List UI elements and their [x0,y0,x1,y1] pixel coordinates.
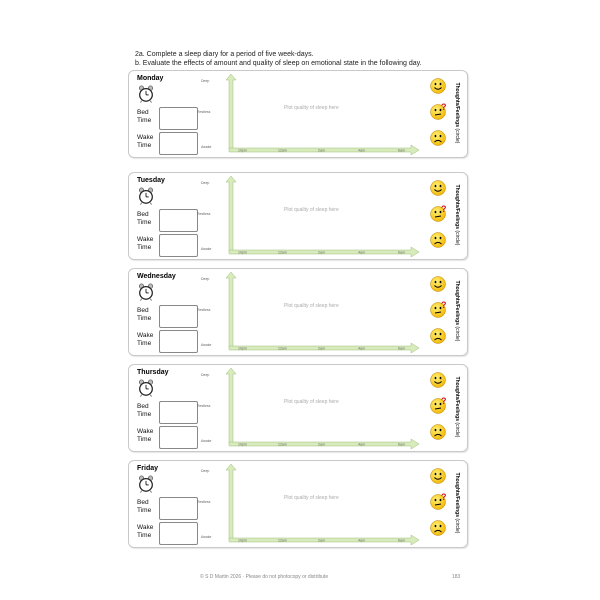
bed-time-label [137,307,161,323]
sad-face-icon[interactable] [429,129,447,151]
y-label-deep: Deep [201,373,210,377]
time-tick-label: 4am [358,346,365,351]
time-word: Time [137,532,152,539]
time-tick-label: 10pm [238,538,247,543]
bed-time-label [137,499,161,515]
plot-placeholder: Plot quality of sleep here [284,399,339,405]
y-label-deep: Deep [201,277,210,281]
time-tick-label: 2am [318,148,325,153]
y-label-awake: Awake [201,535,212,539]
alarm-clock-icon [137,187,155,205]
time-word: Time [137,340,152,347]
y-label-deep: Deep [201,79,210,83]
feelings-faces [429,371,447,445]
side-title: Thoughts/Feelings [454,184,460,230]
sleep-quality-plot[interactable] [226,365,421,451]
feelings-faces [429,179,447,253]
time-word: Time [137,315,152,322]
time-tick-label: 2am [318,538,325,543]
time-tick-label: 12am [278,250,287,255]
time-tick-label: 6am [398,538,405,543]
day-name: Monday [137,75,164,82]
wake-time-input[interactable] [159,330,198,353]
bed-time-input[interactable] [159,497,198,520]
time-tick-label: 10pm [238,346,247,351]
bed-word: Bed [137,403,149,410]
wake-word: Wake [137,428,154,435]
side-circle: (circle) [454,230,460,246]
sad-face-icon[interactable] [429,231,447,253]
time-word: Time [137,436,152,443]
y-label-deep: Deep [201,181,210,185]
feelings-faces [429,275,447,349]
y-label-awake: Awake [201,247,212,251]
instructions [135,50,422,68]
wake-time-input[interactable] [159,132,198,155]
side-title: Thoughts/Feelings [454,376,460,422]
y-label-awake: Awake [201,343,212,347]
instruction-line-b: b. Evaluate the effects of amount and quality of sleep on emotional state in the following day. [135,60,422,67]
bed-word: Bed [137,307,149,314]
happy-face-icon[interactable] [429,179,447,201]
wake-time-input[interactable] [159,522,198,545]
plot-placeholder: Plot quality of sleep here [284,207,339,213]
time-word: Time [137,117,152,124]
y-label-restless: Restless [197,308,211,312]
y-label-restless: Restless [197,110,211,114]
side-circle: (circle) [454,422,460,438]
happy-face-icon[interactable] [429,275,447,297]
confused-face-icon[interactable] [429,397,447,419]
bed-time-label [137,211,161,227]
footer-copyright: © S D Martin 2026 · Please do not photocopy or distribute [200,574,329,580]
sleep-quality-plot[interactable] [226,71,421,157]
sad-face-icon[interactable] [429,327,447,349]
y-label-restless: Restless [197,500,211,504]
plot-placeholder: Plot quality of sleep here [284,495,339,501]
svg-text:?: ? [441,397,447,406]
time-tick-label: 2am [318,442,325,447]
time-word: Time [137,219,152,226]
time-tick-label: 6am [398,250,405,255]
time-word: Time [137,142,152,149]
time-tick-label: 2am [318,346,325,351]
alarm-clock-icon [137,283,155,301]
wake-word: Wake [137,524,154,531]
svg-text:?: ? [441,205,447,214]
day-name: Wednesday [137,273,176,280]
time-word: Time [137,244,152,251]
wake-word: Wake [137,134,154,141]
time-word: Time [137,411,152,418]
day-card-thursday [128,364,468,452]
side-circle: (circle) [454,326,460,342]
svg-text:?: ? [441,103,447,112]
wake-word: Wake [137,332,154,339]
bed-word: Bed [137,211,149,218]
wake-time-label [137,524,161,540]
sleep-quality-plot[interactable] [226,173,421,259]
sad-face-icon[interactable] [429,423,447,445]
time-tick-label: 12am [278,442,287,447]
time-tick-label: 6am [398,148,405,153]
sad-face-icon[interactable] [429,519,447,541]
instruction-line-a: 2a. Complete a sleep diary for a period of five week-days. [135,51,314,58]
side-label [451,271,463,351]
y-label-restless: Restless [197,404,211,408]
side-title: Thoughts/Feelings [454,280,460,326]
wake-time-input[interactable] [159,234,198,257]
wake-time-label [137,332,161,348]
day-name: Friday [137,465,159,472]
bed-time-label [137,403,161,419]
svg-text:?: ? [441,493,447,502]
plot-placeholder: Plot quality of sleep here [284,303,339,309]
time-tick-label: 4am [358,442,365,447]
y-axis-arrow [226,176,236,251]
time-tick-label: 2am [318,250,325,255]
time-tick-label: 10pm [238,442,247,447]
y-axis-arrow [226,74,236,149]
time-tick-label: 10pm [238,148,247,153]
day-name: Thursday [137,369,169,376]
sleep-quality-plot[interactable] [226,269,421,355]
time-tick-label: 4am [358,148,365,153]
feelings-faces [429,77,447,151]
bed-time-input[interactable] [159,305,198,328]
happy-face-icon[interactable] [429,371,447,393]
time-tick-label: 12am [278,538,287,543]
confused-face-icon[interactable] [429,301,447,323]
y-label-restless: Restless [197,212,211,216]
time-tick-label: 6am [398,442,405,447]
feelings-faces [429,467,447,541]
side-title: Thoughts/Feelings [454,472,460,518]
time-tick-label: 4am [358,250,365,255]
wake-time-label [137,236,161,252]
side-label [451,175,463,255]
y-label-awake: Awake [201,439,212,443]
side-label [451,73,463,153]
day-card-tuesday [128,172,468,260]
bed-time-input[interactable] [159,401,198,424]
wake-word: Wake [137,236,154,243]
wake-time-input[interactable] [159,426,198,449]
alarm-clock-icon [137,379,155,397]
y-axis-arrow [226,272,236,347]
day-card-monday [128,70,468,158]
y-label-deep: Deep [201,469,210,473]
day-card-wednesday [128,268,468,356]
time-tick-label: 4am [358,538,365,543]
bed-word: Bed [137,109,149,116]
alarm-clock-icon [137,85,155,103]
confused-face-icon[interactable] [429,103,447,125]
happy-face-icon[interactable] [429,467,447,489]
confused-face-icon[interactable] [429,493,447,515]
confused-face-icon[interactable] [429,205,447,227]
y-axis-arrow [226,368,236,443]
time-tick-label: 6am [398,346,405,351]
wake-time-label [137,428,161,444]
side-title: Thoughts/Feelings [454,82,460,128]
y-label-awake: Awake [201,145,212,149]
time-tick-label: 12am [278,346,287,351]
y-axis-arrow [226,464,236,539]
time-word: Time [137,507,152,514]
bed-time-input[interactable] [159,209,198,232]
time-tick-label: 12am [278,148,287,153]
wake-time-label [137,134,161,150]
day-card-friday [128,460,468,548]
alarm-clock-icon [137,475,155,493]
happy-face-icon[interactable] [429,77,447,99]
svg-text:?: ? [441,301,447,310]
side-label [451,463,463,543]
bed-time-input[interactable] [159,107,198,130]
bed-time-label [137,109,161,125]
bed-word: Bed [137,499,149,506]
time-tick-label: 10pm [238,250,247,255]
plot-placeholder: Plot quality of sleep here [284,105,339,111]
sleep-quality-plot[interactable] [226,461,421,547]
page-number: 183 [452,574,461,580]
day-name: Tuesday [137,177,165,184]
side-circle: (circle) [454,128,460,144]
side-label [451,367,463,447]
side-circle: (circle) [454,518,460,534]
